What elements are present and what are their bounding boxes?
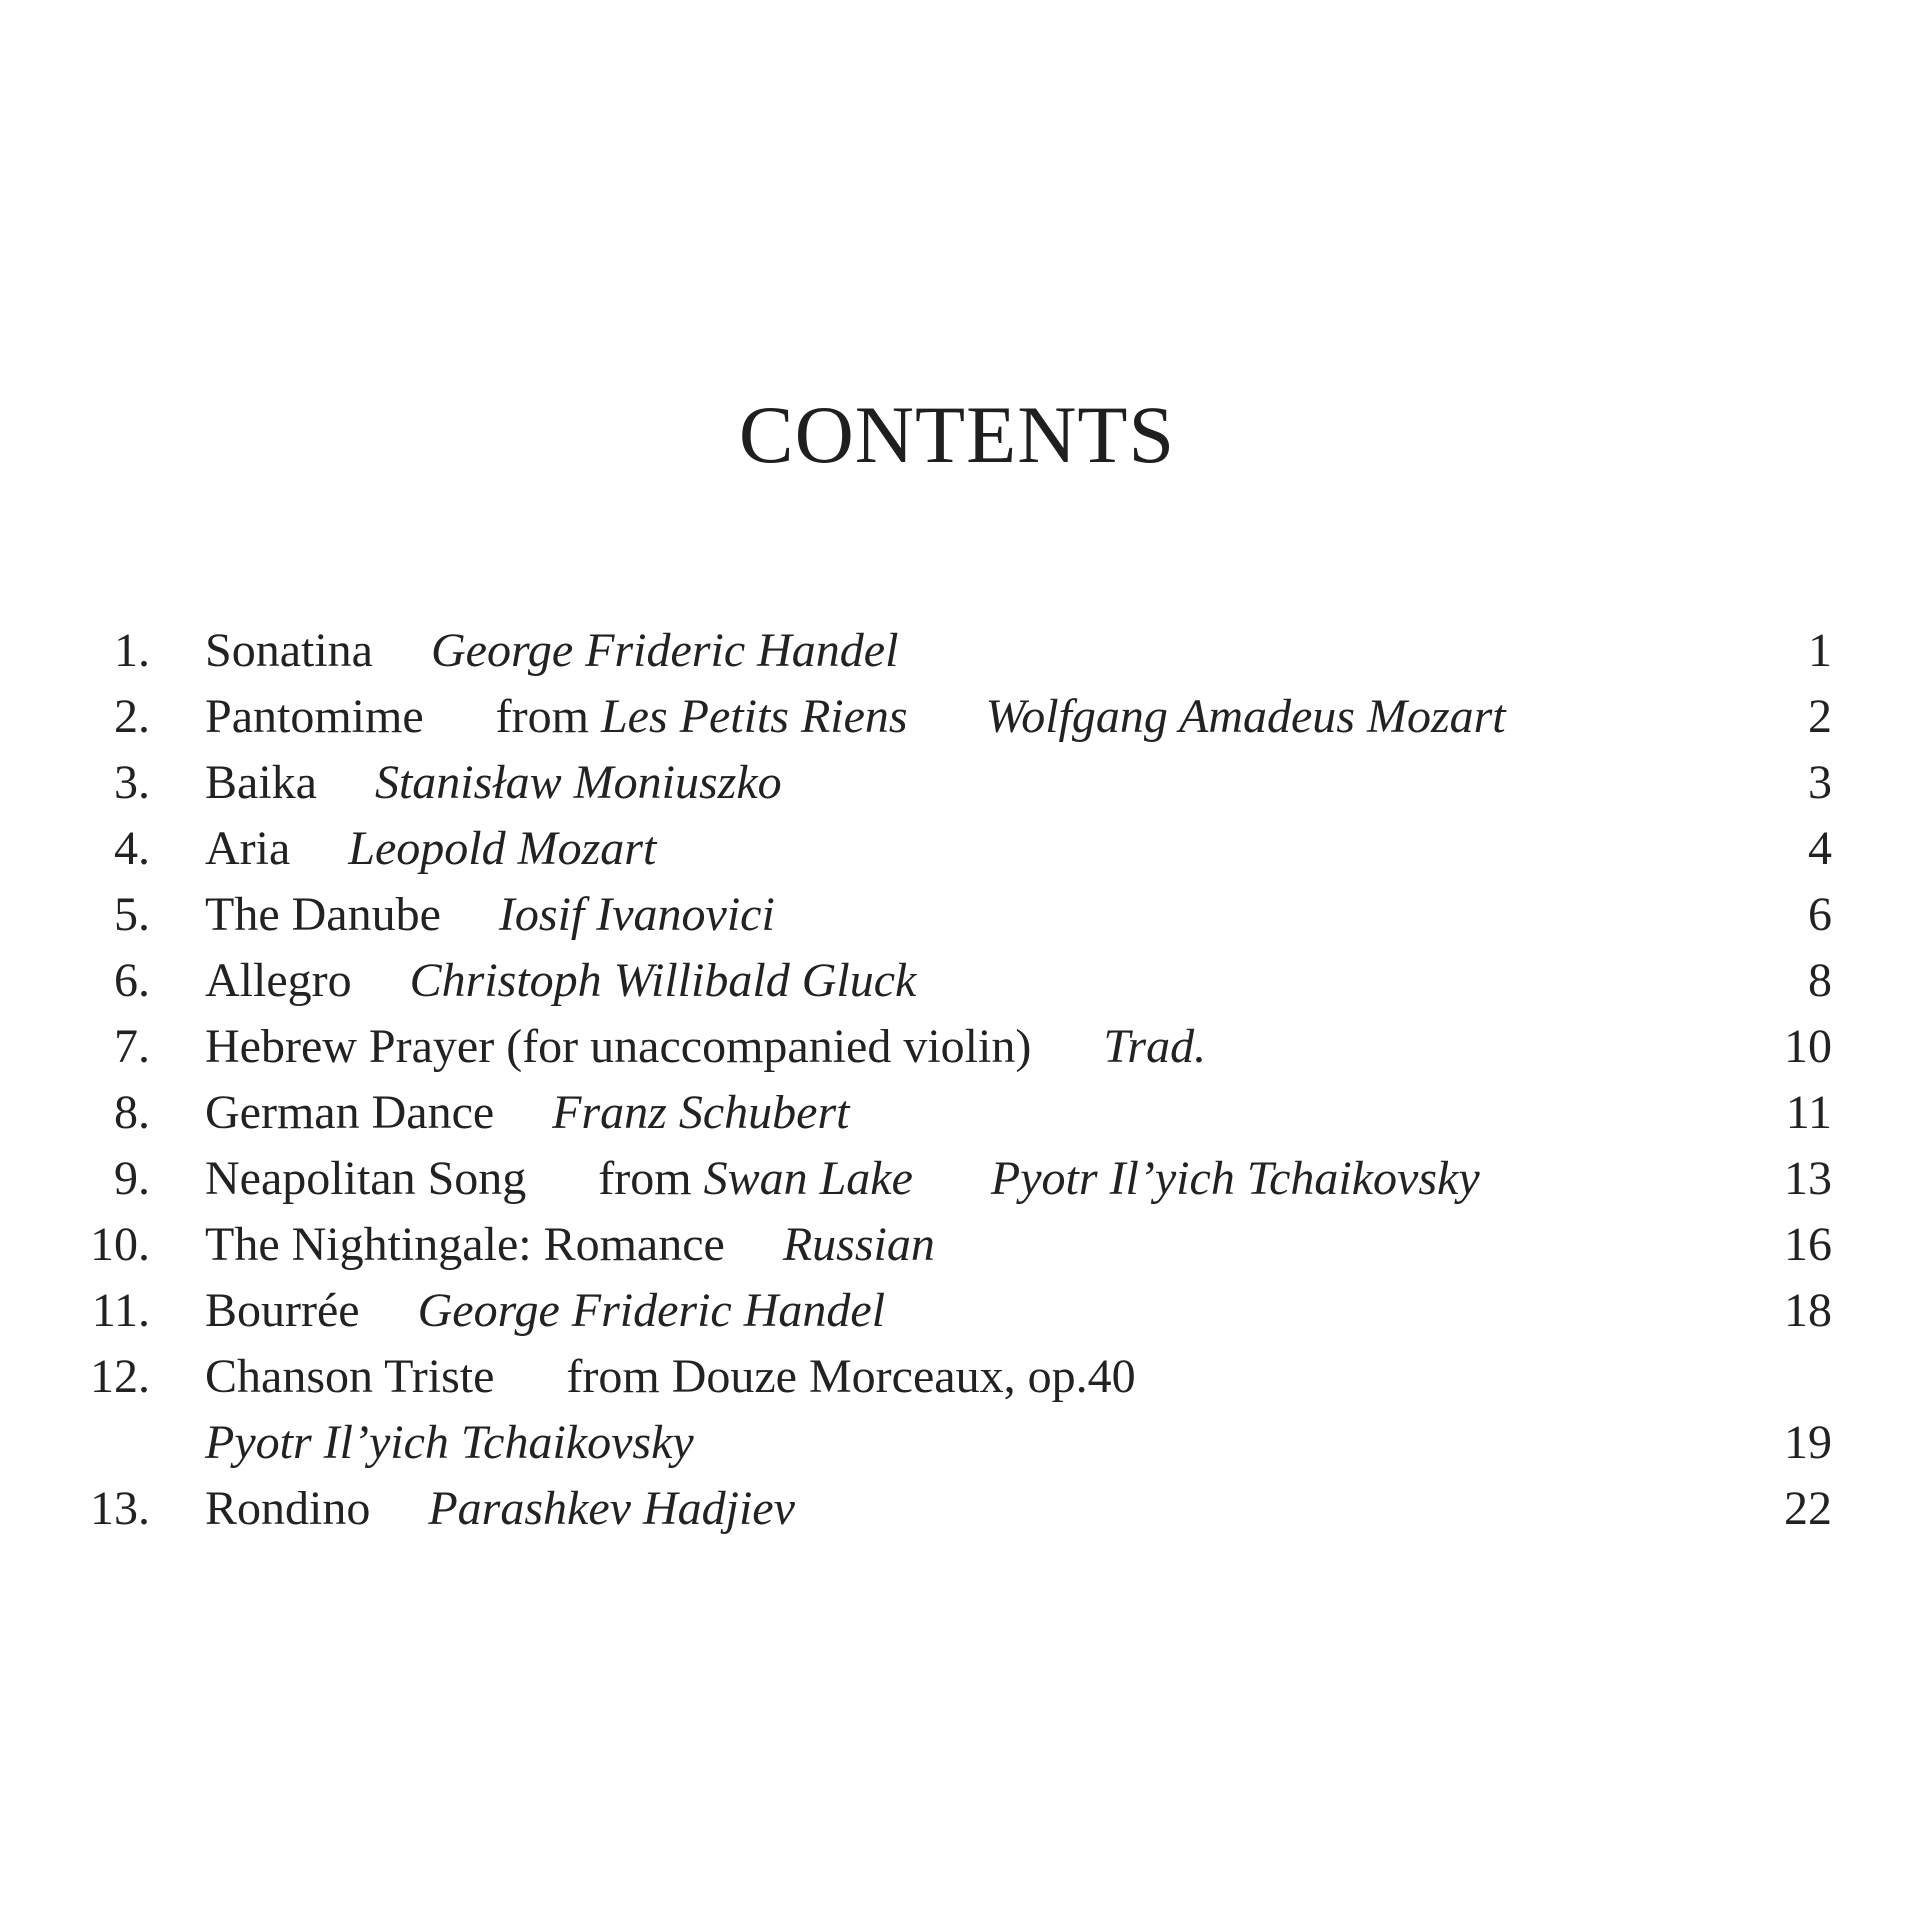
entry-text (205, 1146, 1480, 1212)
from-label: from (495, 690, 589, 743)
entry-number: 8. (114, 1086, 150, 1139)
composer-name: Leopold Mozart (348, 822, 657, 875)
piece-title: Aria (205, 822, 291, 875)
entry-number: 9. (114, 1152, 150, 1205)
source-work: Swan Lake (703, 1152, 913, 1205)
list-item (0, 1344, 1920, 1410)
page-number: 11 (1785, 1086, 1832, 1139)
list-item (0, 750, 1920, 816)
page-number: 1 (1808, 624, 1832, 677)
list-item (0, 948, 1920, 1014)
composer-name: Pyotr Il’yich Tchaikovsky (990, 1152, 1480, 1205)
entry-text (205, 1410, 694, 1476)
entry-text (205, 948, 916, 1014)
list-item (0, 1476, 1920, 1542)
list-item-continuation (0, 1410, 1920, 1476)
page-number: 8 (1808, 954, 1832, 1007)
piece-title: Chanson Triste (205, 1350, 495, 1403)
page-number: 22 (1784, 1482, 1832, 1535)
composer-name: Wolfgang Amadeus Mozart (985, 690, 1506, 743)
entry-text (205, 684, 1506, 750)
entry-text (205, 618, 898, 684)
from-label: from (598, 1152, 692, 1205)
contents-list (0, 618, 1920, 1542)
piece-title: Sonatina (205, 624, 373, 677)
page-number: 10 (1784, 1020, 1832, 1073)
list-item (0, 1278, 1920, 1344)
entry-number: 2. (114, 690, 150, 743)
composer-name: Iosif Ivanovici (498, 888, 775, 941)
piece-title: German Dance (205, 1086, 495, 1139)
piece-title: Pantomime (205, 690, 424, 743)
piece-title: Bourrée (205, 1284, 360, 1337)
composer-name: Christoph Willibald Gluck (409, 954, 917, 1007)
page-title: CONTENTS (738, 389, 1176, 480)
page-number: 3 (1808, 756, 1832, 809)
page-number: 13 (1784, 1152, 1832, 1205)
list-item (0, 1080, 1920, 1146)
entry-text (205, 1212, 935, 1278)
entry-number: 5. (114, 888, 150, 941)
composer-name: Trad. (1103, 1020, 1207, 1073)
list-item (0, 1014, 1920, 1080)
piece-title: Baika (205, 756, 317, 809)
entry-text (205, 1014, 1206, 1080)
piece-title: The Nightingale: Romance (205, 1218, 725, 1271)
piece-title: Rondino (205, 1482, 371, 1535)
list-item (0, 816, 1920, 882)
list-item (0, 684, 1920, 750)
composer-name: Russian (782, 1218, 935, 1271)
entry-number: 12. (90, 1350, 150, 1403)
entry-text (205, 1476, 795, 1542)
page-number: 4 (1808, 822, 1832, 875)
entry-number: 7. (114, 1020, 150, 1073)
composer-name: Parashkev Hadjiev (428, 1482, 795, 1535)
entry-number: 4. (114, 822, 150, 875)
piece-title: Neapolitan Song (205, 1152, 527, 1205)
source-work: Les Petits Riens (600, 690, 908, 743)
composer-name: Franz Schubert (552, 1086, 850, 1139)
entry-number: 1. (114, 624, 150, 677)
entry-number: 10. (90, 1218, 150, 1271)
entry-text (205, 1344, 1136, 1410)
entry-text (205, 750, 782, 816)
entry-text (205, 882, 775, 948)
page-number: 18 (1784, 1284, 1832, 1337)
page-number: 6 (1808, 888, 1832, 941)
list-item (0, 1212, 1920, 1278)
list-item (0, 618, 1920, 684)
composer-name: Stanisław Moniuszko (374, 756, 782, 809)
entry-number: 6. (114, 954, 150, 1007)
list-item (0, 1146, 1920, 1212)
entry-text (205, 816, 656, 882)
piece-title: Allegro (205, 954, 352, 1007)
list-item (0, 882, 1920, 948)
composer-name: George Frideric Handel (417, 1284, 886, 1337)
entry-number: 13. (90, 1482, 150, 1535)
source-work: from Douze Morceaux, op.40 (566, 1350, 1136, 1403)
page-number: 2 (1808, 690, 1832, 743)
piece-title: The Danube (205, 888, 441, 941)
entry-text (205, 1080, 849, 1146)
entry-number: 3. (114, 756, 150, 809)
page-number: 19 (1784, 1416, 1832, 1469)
composer-name: Pyotr Il’yich Tchaikovsky (205, 1416, 694, 1469)
composer-name: George Frideric Handel (430, 624, 899, 677)
entry-text (205, 1278, 885, 1344)
page-number: 16 (1784, 1218, 1832, 1271)
piece-title: Hebrew Prayer (for unaccompanied violin) (205, 1020, 1032, 1073)
entry-number: 11. (91, 1284, 150, 1337)
